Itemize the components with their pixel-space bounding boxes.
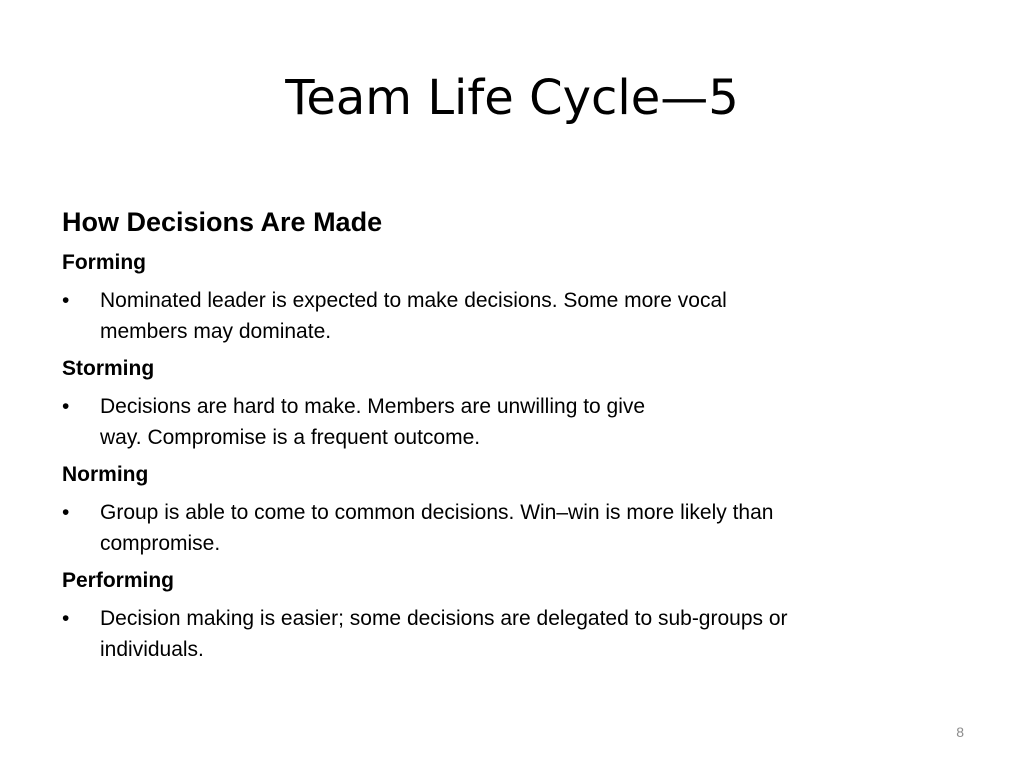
bullet-icon: • <box>62 395 70 418</box>
bullet-text: Group is able to come to common decisions. Win–win is more likely than compromise. <box>100 501 774 555</box>
bullet-icon: • <box>62 501 70 524</box>
slide-content <box>62 200 972 673</box>
content-heading: How Decisions Are Made <box>62 207 383 237</box>
bullet-text: Nominated leader is expected to make decisions. Some more vocal members may dominate. <box>100 289 727 343</box>
stage-label: Performing <box>62 569 175 592</box>
stage-label: Storming <box>62 357 155 380</box>
stage-label: Norming <box>62 463 149 486</box>
section-storming <box>62 355 972 453</box>
bullet-item <box>62 603 972 665</box>
bullet-item <box>62 285 972 347</box>
stage-label: Forming <box>62 251 146 274</box>
bullet-text: Decisions are hard to make. Members are unwilling to give way. Compromise is a frequent outcome. <box>100 395 646 449</box>
bullet-text: Decision making is easier; some decisions are delegated to sub-groups or individuals. <box>100 607 788 661</box>
section-norming <box>62 461 972 559</box>
section-performing <box>62 567 972 665</box>
section-forming <box>62 249 972 347</box>
page-number: 8 <box>956 724 964 740</box>
bullet-icon: • <box>62 607 70 630</box>
bullet-icon: • <box>62 289 70 312</box>
slide-title: Team Life Cycle—5 <box>285 70 739 126</box>
bullet-item <box>62 497 972 559</box>
bullet-item <box>62 391 972 453</box>
